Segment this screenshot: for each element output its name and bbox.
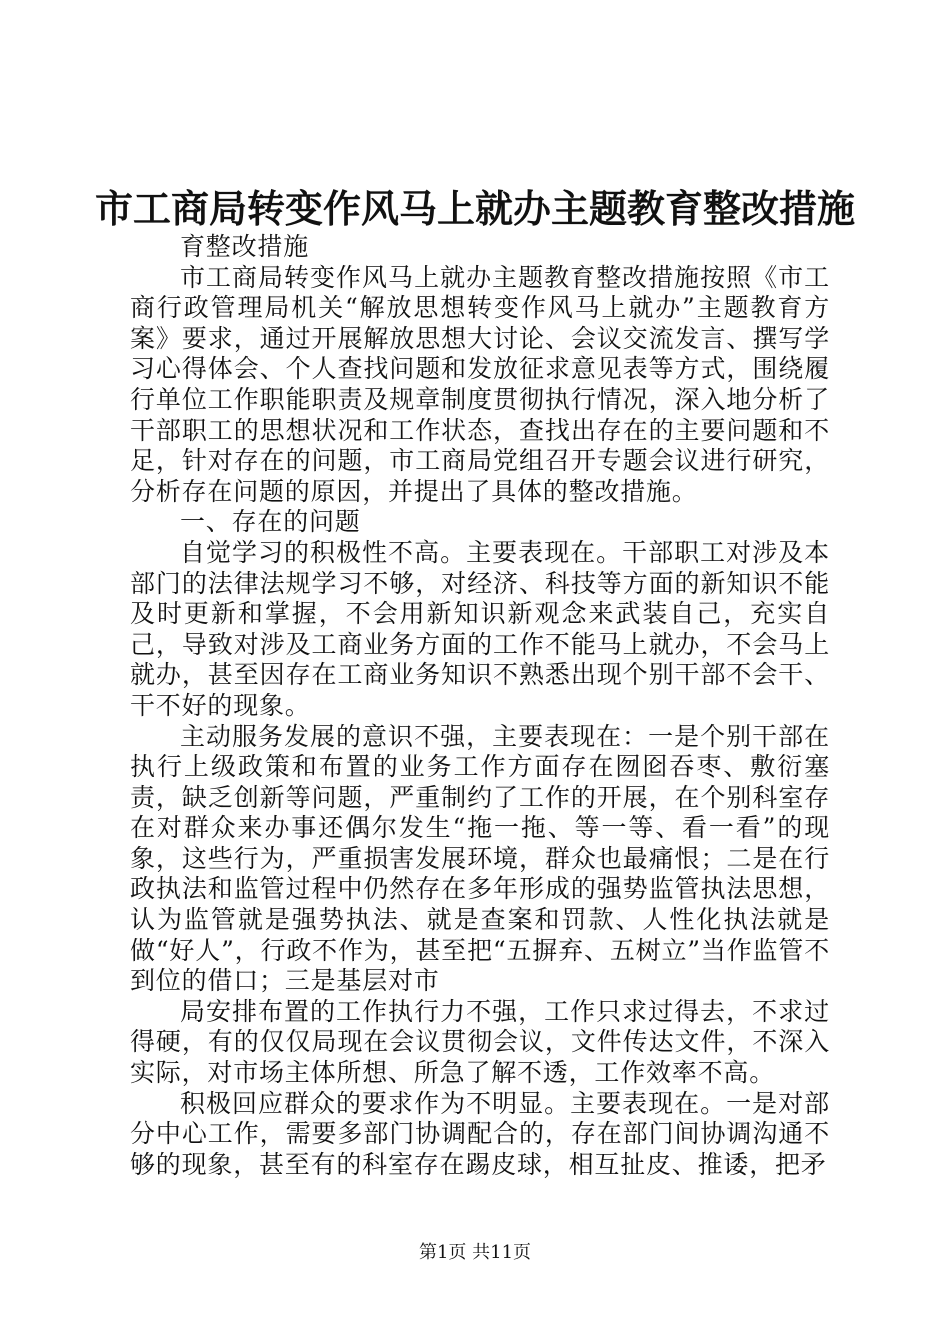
paragraph: 积极回应群众的要求作为不明显。主要表现在。一是对部分中心工作，需要多部门协调配合的，存在部门间协调沟通不够的现象，甚至有的科室存在踢皮球，相互扯皮、推诿，把矛 — [130, 1088, 830, 1179]
page-footer: 第1页 共11页 — [418, 1242, 532, 1263]
paragraph: 主动服务发展的意识不强，主要表现在：一是个别干部在执行上级政策和布置的业务工作方面存在囫囵吞枣、敷衍塞责，缺乏创新等问题，严重制约了工作的开展，在个别科室存在对群众来办事还偶尔发生“拖一拖、等一等、看一看”的现象，这些行为，严重损害发展环境，群众也最痛恨；二是在行政执法和监管过程中仍然存在多年形成的强势监管执法思想，认为监管就是强势执法、就是查案和罚款、人性化执法就是做“好人”，行政不作为，甚至把“五摒弃、五树立”当作监管不到位的借口；三是基层对市 — [130, 721, 830, 996]
paragraph: 局安排布置的工作执行力不强，工作只求过得去，不求过得硬，有的仅仅局现在会议贯彻会议，文件传达文件，不深入实际，对市场主体所想、所急了解不透，工作效率不高。 — [130, 996, 830, 1088]
paragraph: 市工商局转变作风马上就办主题教育整改措施按照《市工商行政管理局机关“解放思想转变作风马上就办”主题教育方案》要求，通过开展解放思想大讨论、会议交流发言、撰写学习心得体会、个人查找问题和发放征求意见表等方式，围绕履行单位工作职能职责及规章制度贯彻执行情况，深入地分析了干部职工的思想状况和工作状态，查找出存在的主要问题和不足，针对存在的问题，市工商局党组召开专题会议进行研究，分析存在问题的原因，并提出了具体的整改措施。 — [130, 262, 830, 506]
document-body — [130, 232, 830, 1180]
paragraph: 自觉学习的积极性不高。主要表现在。干部职工对涉及本部门的法律法规学习不够，对经济、科技等方面的新知识不能及时更新和掌握，不会用新知识新观念来武装自己，充实自己，导致对涉及工商业务方面的工作不能马上就办，不会马上就办，甚至因存在工商业务知识不熟悉出现个别干部不会干、干不好的现象。 — [130, 537, 830, 720]
paragraph: 育整改措施 — [180, 232, 310, 261]
document-title: 市工商局转变作风马上就办主题教育整改措施 — [94, 186, 855, 231]
section-heading: 一、存在的问题 — [180, 507, 361, 537]
